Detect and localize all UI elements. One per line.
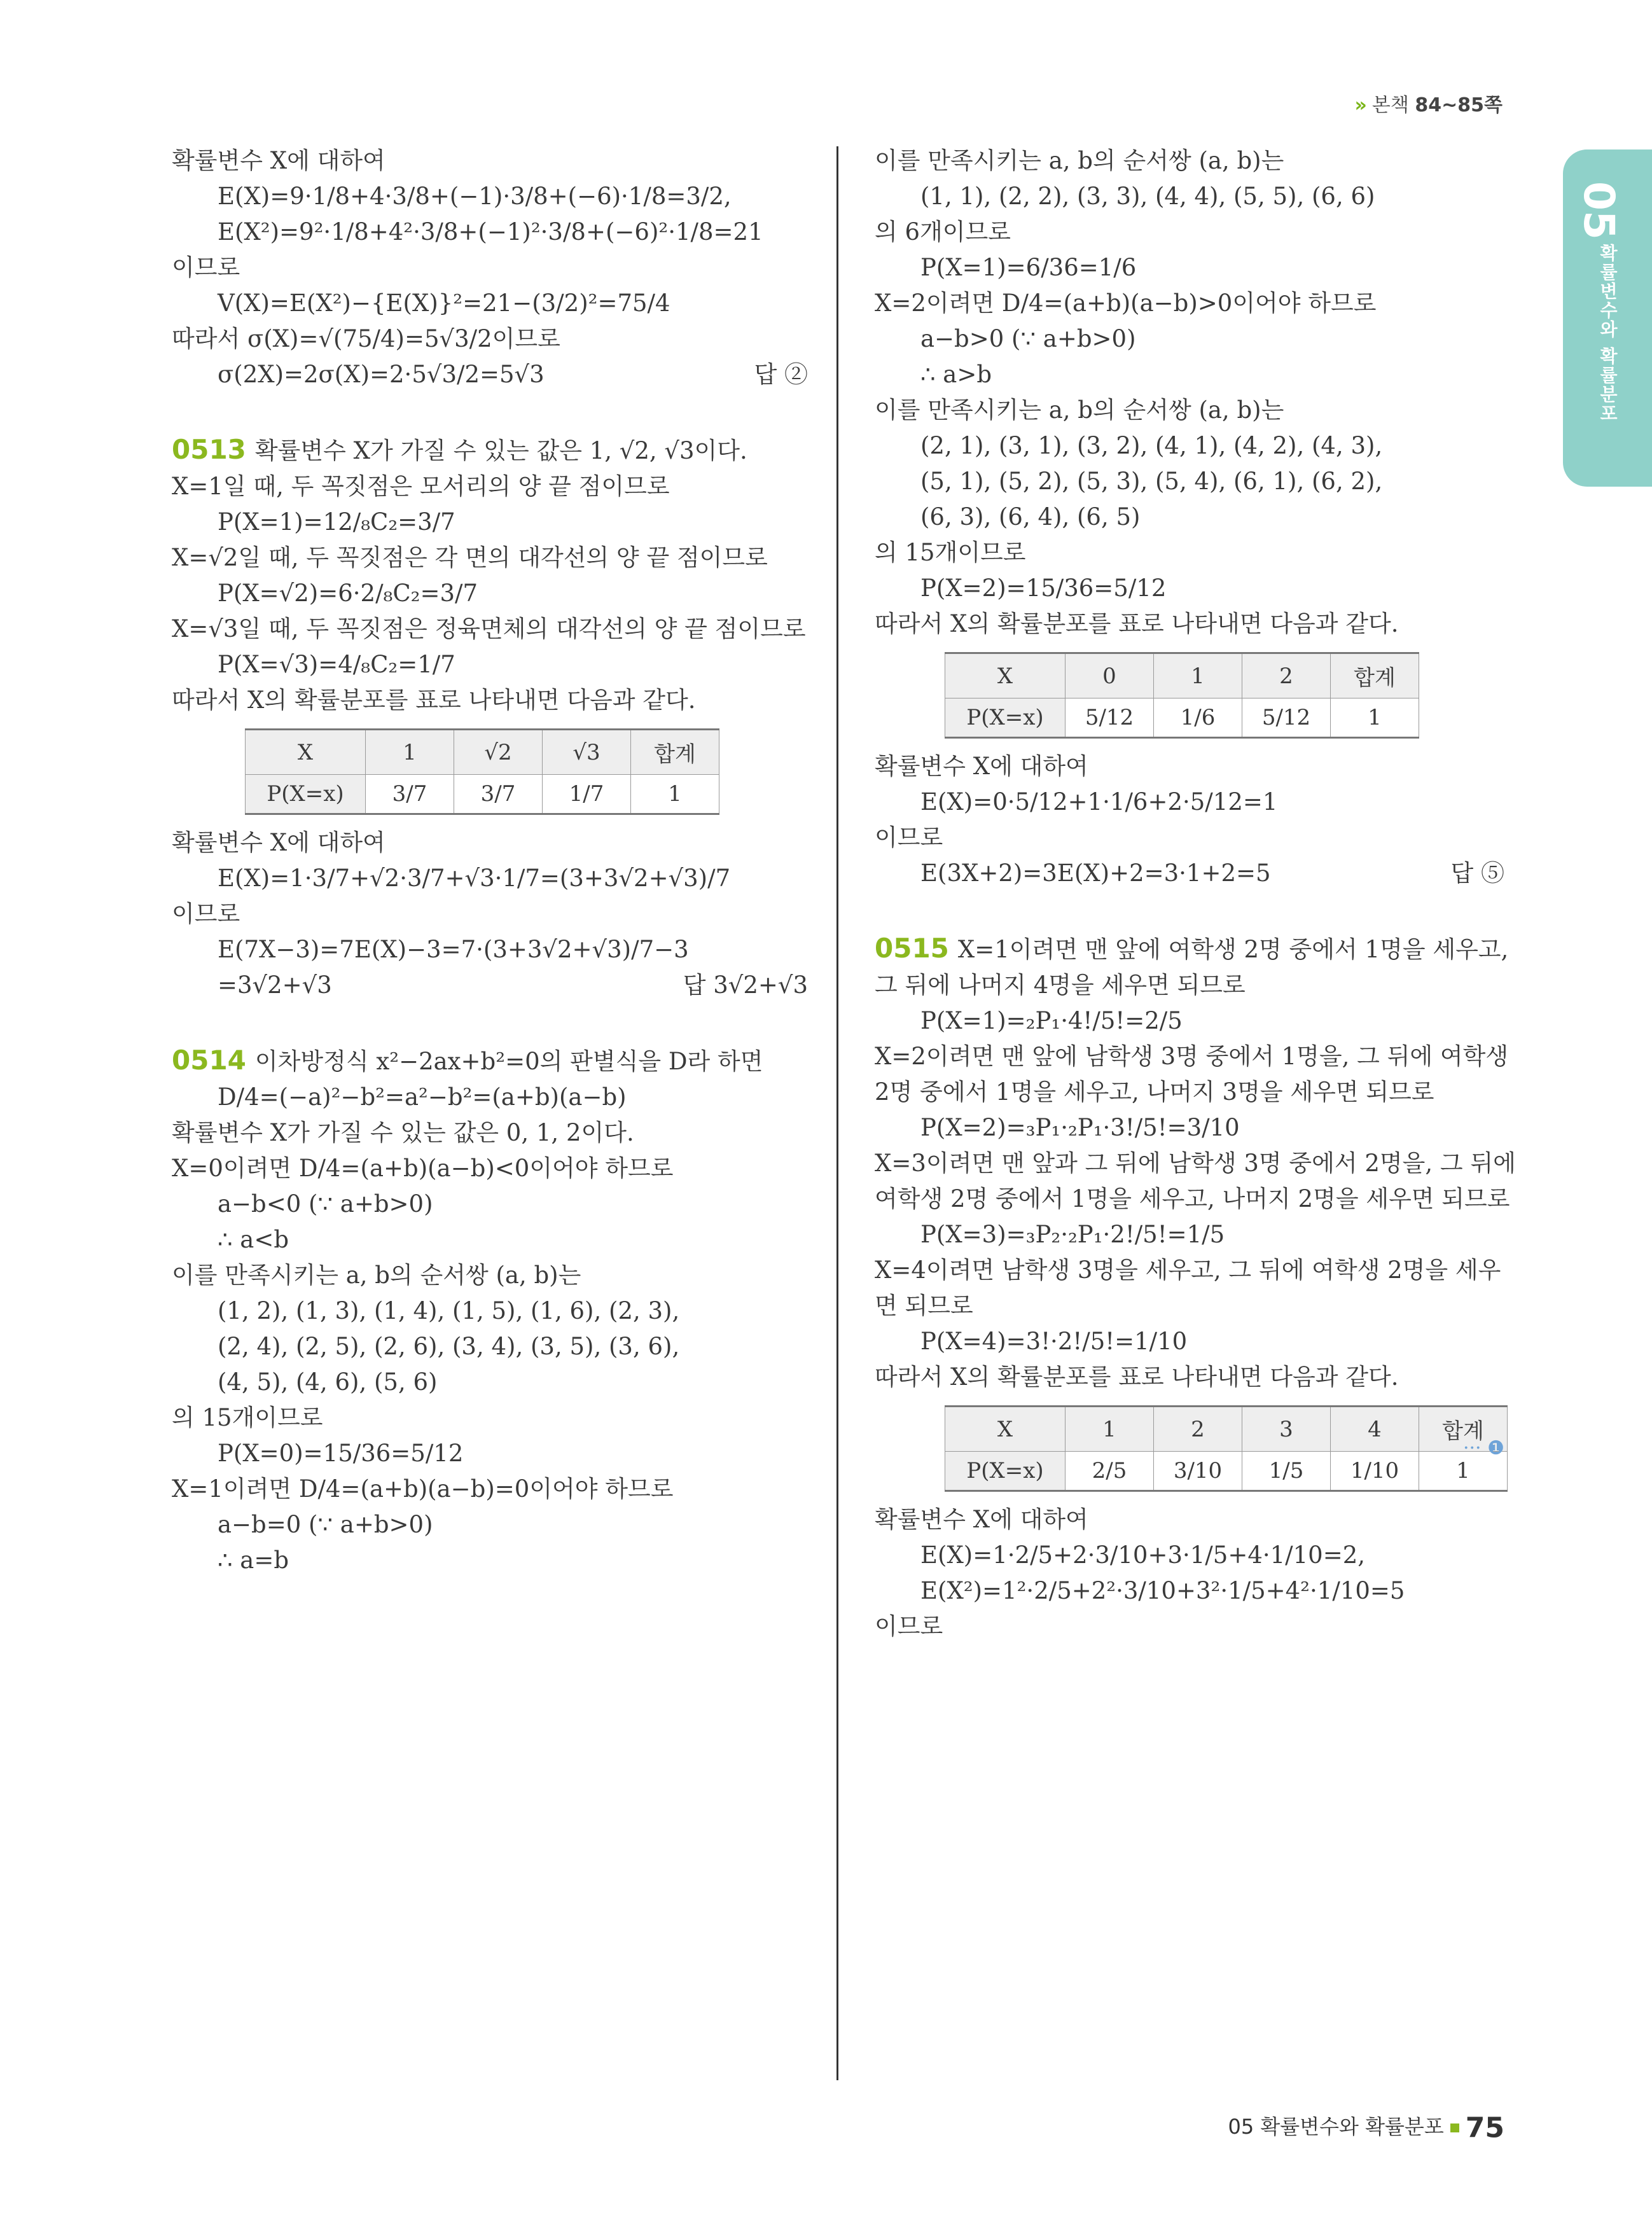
solution-line <box>875 1502 1504 1538</box>
solution-line <box>172 469 808 504</box>
solution-line <box>172 1329 808 1365</box>
solution-line <box>172 504 808 540</box>
table-cell: P(X=x) <box>945 698 1065 738</box>
solution-line <box>172 968 808 1003</box>
solution-line <box>875 856 1504 891</box>
solution-line <box>172 1507 808 1543</box>
section-gap <box>875 891 1504 931</box>
line-text: X=√3일 때, 두 꼭짓점은 정육면체의 대각선의 양 끝 점이므로 <box>172 615 806 643</box>
solution-line <box>875 1609 1504 1644</box>
line-text: X=2이려면 맨 앞에 남학생 3명 중에서 1명을, 그 뒤에 여학생 <box>875 1043 1509 1070</box>
answer-badge: 답 ⑤ <box>1450 859 1504 887</box>
solution-line <box>875 357 1504 393</box>
chapter-number: 05 <box>1574 181 1623 240</box>
solution-line <box>172 179 808 214</box>
table-cell: √2 <box>454 730 543 775</box>
line-text: X=0이려면 D/4=(a+b)(a−b)<0이어야 하므로 <box>172 1155 674 1182</box>
solution-line <box>172 1258 808 1293</box>
line-text: E(X)=1·2/5+2·3/10+3·1/5+4·1/10=2, <box>920 1541 1366 1569</box>
probability-distribution-table <box>945 1405 1508 1492</box>
line-text: P(X=1)=12/₈C₂=3/7 <box>218 508 455 536</box>
table-cell: 1/6 <box>1154 698 1242 738</box>
line-text: a−b>0 (∵ a+b>0) <box>920 325 1136 352</box>
distribution-table-wrap <box>875 652 1504 739</box>
solution-line <box>875 606 1504 642</box>
table-cell: 5/12 <box>1242 698 1331 738</box>
solution-line <box>875 393 1504 428</box>
table-cell: 3/7 <box>366 775 454 814</box>
line-text: (4, 5), (4, 6), (5, 6) <box>218 1368 438 1396</box>
line-text: (1, 1), (2, 2), (3, 3), (4, 4), (5, 5), (6, 6) <box>920 183 1375 210</box>
line-text: P(X=√2)=6·2/₈C₂=3/7 <box>218 580 478 607</box>
line-text: 확률변수 X에 대하여 <box>875 1506 1088 1533</box>
line-text: 확률변수 X에 대하여 <box>172 829 385 856</box>
solution-line <box>172 1471 808 1507</box>
solution-line <box>172 1151 808 1186</box>
solution-line <box>875 143 1504 179</box>
solution-line <box>172 1436 808 1471</box>
table-header-row <box>246 730 719 775</box>
line-text: 2명 중에서 1명을 세우고, 나머지 3명을 세우면 되므로 <box>875 1078 1434 1106</box>
table-cell: 1/7 <box>543 775 631 814</box>
solution-line <box>172 861 808 896</box>
table-cell: 3/10 <box>1154 1452 1242 1491</box>
solution-line <box>172 1080 808 1115</box>
table-header-row <box>945 1407 1508 1452</box>
solution-line <box>875 1253 1504 1288</box>
line-text: 따라서 X의 확률분포를 표로 나타내면 다음과 같다. <box>172 686 696 714</box>
table-cell: 0 <box>1065 653 1154 698</box>
line-text: P(X=√3)=4/₈C₂=1/7 <box>218 651 455 678</box>
right-column <box>875 143 1516 1644</box>
table-marker: ··· ❶ <box>1462 1437 1504 1459</box>
line-text: E(7X−3)=7E(X)−3=7·(3+3√2+√3)/7−3 <box>218 936 689 963</box>
ref-prefix: 본책 <box>1371 94 1409 116</box>
line-text: σ(2X)=2σ(X)=2·5√3/2=5√3 <box>218 361 545 388</box>
line-text: 여학생 2명 중에서 1명을 세우고, 나머지 2명을 세우면 되므로 <box>875 1185 1510 1213</box>
ref-pages: 84~85쪽 <box>1415 94 1503 116</box>
solution-line <box>172 1222 808 1258</box>
solution-line <box>172 321 808 357</box>
table-cell: √3 <box>543 730 631 775</box>
table-cell: 2/5 <box>1065 1452 1154 1491</box>
solution-line <box>875 820 1504 856</box>
solution-line <box>172 1293 808 1329</box>
solution-line <box>172 540 808 576</box>
line-text: X=3이려면 맨 앞과 그 뒤에 남학생 3명 중에서 2명을, 그 뒤에 <box>875 1150 1516 1177</box>
solution-line <box>172 214 808 250</box>
table-cell: P(X=x) <box>246 775 366 814</box>
distribution-table-wrap <box>875 1405 1504 1492</box>
table-row <box>246 775 719 814</box>
line-text: E(3X+2)=3E(X)+2=3·1+2=5 <box>920 859 1271 887</box>
solution-line <box>875 179 1504 214</box>
probability-distribution-table <box>245 728 719 815</box>
line-text: (2, 1), (3, 1), (3, 2), (4, 1), (4, 2), (4, 3), <box>920 432 1383 459</box>
line-text: X=2이려면 D/4=(a+b)(a−b)>0이어야 하므로 <box>875 289 1377 317</box>
table-cell: 1/10 <box>1331 1452 1419 1491</box>
problem-start-line <box>875 931 1509 968</box>
table-cell: 1 <box>1419 1452 1508 1491</box>
footer-chapter: 05 확률변수와 확률분포 <box>1228 2115 1444 2139</box>
table-cell: 1 <box>1065 1407 1154 1452</box>
solution-line <box>875 1181 1510 1217</box>
line-text: X=1일 때, 두 꼭짓점은 모서리의 양 끝 점이므로 <box>172 473 670 500</box>
line-text: 확률변수 X에 대하여 <box>172 147 385 174</box>
table-cell: P(X=x) <box>945 1452 1065 1491</box>
problem-number: 0514 <box>172 1045 246 1076</box>
solution-line <box>875 749 1504 784</box>
solution-line <box>875 1359 1504 1395</box>
table-cell: 4 <box>1331 1407 1419 1452</box>
solution-line <box>172 576 808 611</box>
answer-badge: 답 3√2+√3 <box>683 971 808 999</box>
solution-line <box>875 784 1504 820</box>
line-text: P(X=2)=15/36=5/12 <box>920 574 1167 602</box>
solution-line <box>875 464 1504 499</box>
chapter-side-tab <box>1563 149 1652 487</box>
solution-line <box>875 1217 1504 1253</box>
table-header-row <box>945 653 1419 698</box>
line-text: E(X)=0·5/12+1·1/6+2·5/12=1 <box>920 788 1278 816</box>
solution-line <box>875 250 1504 286</box>
solution-line <box>172 683 808 718</box>
table-cell: 2 <box>1242 653 1331 698</box>
line-text: X=4이려면 남학생 3명을 세우고, 그 뒤에 여학생 2명을 세우 <box>875 1256 1501 1284</box>
table-cell: X <box>945 653 1065 698</box>
table-cell: 합계 <box>631 730 719 775</box>
solution-line <box>875 1324 1504 1359</box>
line-text: a−b<0 (∵ a+b>0) <box>218 1190 433 1218</box>
solution-line <box>875 1039 1509 1074</box>
solution-line <box>875 571 1504 606</box>
line-text: 이므로 <box>172 254 240 281</box>
solution-line <box>875 1288 1504 1324</box>
solution-line <box>172 825 808 861</box>
solution-line <box>875 1538 1504 1573</box>
problem-number: 0513 <box>172 434 246 465</box>
line-text: 면 되므로 <box>875 1292 973 1319</box>
table-cell: 1 <box>631 775 719 814</box>
table-cell: 합계 <box>1331 653 1419 698</box>
table-cell: 1 <box>366 730 454 775</box>
line-text: 의 6개이므로 <box>875 218 1011 246</box>
line-text: 확률변수 X가 가질 수 있는 값은 0, 1, 2이다. <box>172 1119 634 1146</box>
distribution-table-wrap <box>172 728 808 815</box>
solution-line <box>172 932 808 968</box>
section-gap <box>172 393 808 432</box>
table-cell: 1/5 <box>1242 1452 1331 1491</box>
double-chevron-icon: » <box>1354 94 1367 116</box>
problem-start-line <box>172 1043 808 1080</box>
solution-line <box>172 143 808 179</box>
problem-start-line <box>172 432 808 469</box>
solution-line <box>172 1400 808 1436</box>
table-cell: 1 <box>1331 698 1419 738</box>
table-cell: 합계 <box>1419 1407 1508 1452</box>
solution-line <box>875 535 1504 571</box>
solution-line <box>875 286 1504 321</box>
table-cell: 3 <box>1242 1407 1331 1452</box>
solution-line <box>172 611 808 647</box>
solution-line <box>172 357 808 393</box>
table-row <box>945 1452 1508 1491</box>
line-text: 이를 만족시키는 a, b의 순서쌍 (a, b)는 <box>875 396 1284 424</box>
line-text: P(X=0)=15/36=5/12 <box>218 1440 464 1467</box>
solution-line <box>172 1186 808 1222</box>
line-text: X=√2일 때, 두 꼭짓점은 각 면의 대각선의 양 끝 점이므로 <box>172 544 768 571</box>
line-text: 이므로 <box>172 900 240 928</box>
line-text: E(X)=9·1/8+4·3/8+(−1)·3/8+(−6)·1/8=3/2, <box>218 183 732 210</box>
line-text: ∴ a=b <box>218 1546 289 1574</box>
line-text: ∴ a<b <box>218 1226 289 1253</box>
section-gap <box>172 1003 808 1043</box>
solution-line <box>172 250 808 286</box>
line-text: E(X)=1·3/7+√2·3/7+√3·1/7=(3+3√2+√3)/7 <box>218 865 731 892</box>
solution-line <box>172 896 808 932</box>
line-text: P(X=1)=₂P₁·4!/5!=2/5 <box>920 1007 1183 1034</box>
solution-line <box>875 214 1504 250</box>
line-text: (6, 3), (6, 4), (6, 5) <box>920 503 1141 531</box>
line-text: P(X=3)=₃P₂·₂P₁·2!/5!=1/5 <box>920 1221 1225 1248</box>
solution-line <box>172 286 808 321</box>
line-text: E(X²)=1²·2/5+2²·3/10+3²·1/5+4²·1/10=5 <box>920 1577 1405 1604</box>
line-text: P(X=2)=₃P₁·₂P₁·3!/5!=3/10 <box>920 1114 1240 1141</box>
solution-line <box>875 1573 1504 1609</box>
page-number: 75 <box>1465 2111 1504 2144</box>
line-text: (5, 1), (5, 2), (5, 3), (5, 4), (6, 1), (6, 2), <box>920 468 1383 495</box>
line-text: 확률변수 X에 대하여 <box>875 753 1088 780</box>
table-cell: 3/7 <box>454 775 543 814</box>
line-text: 의 15개이므로 <box>875 539 1026 566</box>
table-row <box>945 698 1419 738</box>
answer-badge: 답 ② <box>754 361 808 388</box>
solution-line <box>875 1074 1504 1110</box>
line-text: 의 15개이므로 <box>172 1404 323 1431</box>
solution-line <box>172 1115 808 1151</box>
line-text: ∴ a>b <box>920 361 992 388</box>
probability-distribution-table <box>945 652 1419 739</box>
solution-line <box>172 1365 808 1400</box>
line-text: 확률변수 X가 가질 수 있는 값은 1, √2, √3이다. <box>254 437 747 464</box>
line-text: 이므로 <box>875 1613 943 1640</box>
line-text: 따라서 X의 확률분포를 표로 나타내면 다음과 같다. <box>875 1363 1399 1391</box>
solution-line <box>875 428 1504 464</box>
line-text: 따라서 X의 확률분포를 표로 나타내면 다음과 같다. <box>875 610 1399 637</box>
line-text: 이를 만족시키는 a, b의 순서쌍 (a, b)는 <box>172 1261 581 1289</box>
textbook-reference <box>1354 89 1503 117</box>
line-text: X=1이려면 맨 앞에 여학생 2명 중에서 1명을 세우고, <box>957 936 1509 963</box>
solution-line <box>875 968 1504 1003</box>
left-column <box>172 143 808 1578</box>
solution-line <box>875 1110 1504 1146</box>
line-text: 따라서 σ(X)=√(75/4)=5√3/2이므로 <box>172 325 560 352</box>
solution-line <box>172 647 808 683</box>
solution-line <box>875 321 1504 357</box>
table-cell: X <box>246 730 366 775</box>
solution-line <box>875 1003 1504 1039</box>
page-footer <box>1228 2111 1504 2144</box>
table-cell: 2 <box>1154 1407 1242 1452</box>
line-text: P(X=1)=6/36=1/6 <box>920 254 1137 281</box>
problem-number: 0515 <box>875 933 949 964</box>
line-text: 이므로 <box>875 824 943 851</box>
line-text: 이차방정식 x²−2ax+b²=0의 판별식을 D라 하면 <box>254 1048 763 1075</box>
table-cell: X <box>945 1407 1065 1452</box>
table-cell: 5/12 <box>1065 698 1154 738</box>
solution-line <box>875 1146 1516 1181</box>
footer-square-icon <box>1450 2123 1459 2132</box>
line-text: V(X)=E(X²)−{E(X)}²=21−(3/2)²=75/4 <box>218 289 670 317</box>
line-text: P(X=4)=3!·2!/5!=1/10 <box>920 1328 1188 1355</box>
line-text: 그 뒤에 나머지 4명을 세우면 되므로 <box>875 971 1246 999</box>
line-text: (2, 4), (2, 5), (2, 6), (3, 4), (3, 5), (3, 6), <box>218 1333 680 1360</box>
line-text: a−b=0 (∵ a+b>0) <box>218 1511 433 1538</box>
table-cell: 1 <box>1154 653 1242 698</box>
line-text: D/4=(−a)²−b²=a²−b²=(a+b)(a−b) <box>218 1083 627 1111</box>
line-text: E(X²)=9²·1/8+4²·3/8+(−1)²·3/8+(−6)²·1/8=21 <box>218 218 763 246</box>
chapter-label: 확률변수와 확률분포 <box>1597 244 1618 423</box>
column-divider <box>836 146 838 2080</box>
solution-line <box>875 499 1504 535</box>
solution-line <box>172 1543 808 1578</box>
line-text: (1, 2), (1, 3), (1, 4), (1, 5), (1, 6), (2, 3), <box>218 1297 680 1324</box>
line-text: X=1이려면 D/4=(a+b)(a−b)=0이어야 하므로 <box>172 1475 674 1503</box>
line-text: =3√2+√3 <box>218 971 332 999</box>
line-text: 이를 만족시키는 a, b의 순서쌍 (a, b)는 <box>875 147 1284 174</box>
